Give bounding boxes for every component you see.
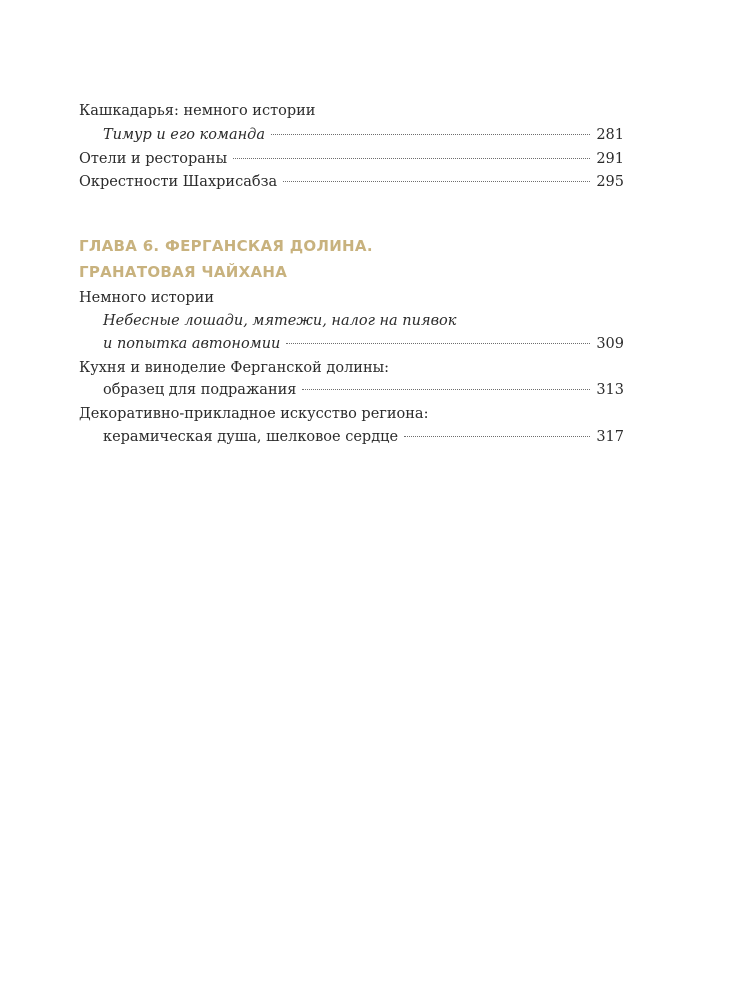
- toc-page-number: 295: [596, 174, 624, 190]
- chapter-title-line-1: ГЛАВА 6. ФЕРГАНСКАЯ ДОЛИНА.: [79, 237, 373, 255]
- toc-entry-text: Окрестности Шахрисабза: [79, 174, 278, 190]
- toc-page-number: 317: [596, 429, 624, 445]
- toc-entry-crafts-line-1[interactable]: [79, 403, 624, 425]
- dot-leader: [233, 158, 590, 159]
- dot-leader: [271, 134, 590, 135]
- toc-entry-crafts-line-2[interactable]: [79, 426, 624, 448]
- toc-page-number: 281: [596, 127, 624, 143]
- toc-entry-hotels[interactable]: [79, 148, 624, 170]
- dot-leader: [302, 389, 590, 390]
- toc-entry-cuisine-line-2[interactable]: [79, 379, 624, 401]
- toc-entry-text: керамическая душа, шелковое сердце: [103, 429, 399, 445]
- toc-entry-horses-line-2[interactable]: [79, 333, 624, 355]
- chapter-title: [79, 233, 624, 285]
- chapter-title-line-2: ГРАНАТОВАЯ ЧАЙХАНА: [79, 263, 288, 281]
- toc-entry-text: Тимур и его команда: [103, 127, 265, 143]
- toc-page-number: 291: [596, 151, 624, 167]
- toc-heading-history: [79, 287, 624, 309]
- toc-entry-text: Декоративно-прикладное искусство региона:: [79, 406, 429, 422]
- toc-heading-kashkadarya: [79, 100, 624, 122]
- toc-entry-text: Отели и рестораны: [79, 151, 228, 167]
- dot-leader: [283, 181, 590, 182]
- toc-entry-text: и попытка автономии: [103, 336, 281, 352]
- toc-entry-cuisine-line-1[interactable]: [79, 357, 624, 379]
- toc-heading-text: Кашкадарья: немного истории: [79, 103, 316, 119]
- toc-entry-text: образец для подражания: [103, 382, 297, 398]
- toc-entry-shakhrisabz[interactable]: [79, 171, 624, 193]
- toc-entry-horses-line-1[interactable]: [79, 310, 624, 332]
- toc-entry-text: Небесные лошади, мятежи, налог на пиявок: [103, 313, 457, 329]
- toc-entry-text: Кухня и виноделие Ферганской долины:: [79, 360, 390, 376]
- toc-heading-text: Немного истории: [79, 290, 214, 306]
- dot-leader: [286, 343, 590, 344]
- toc-page-number: 313: [596, 382, 624, 398]
- toc-page-number: 309: [596, 336, 624, 352]
- toc-entry-timur[interactable]: [79, 124, 624, 146]
- dot-leader: [404, 436, 590, 437]
